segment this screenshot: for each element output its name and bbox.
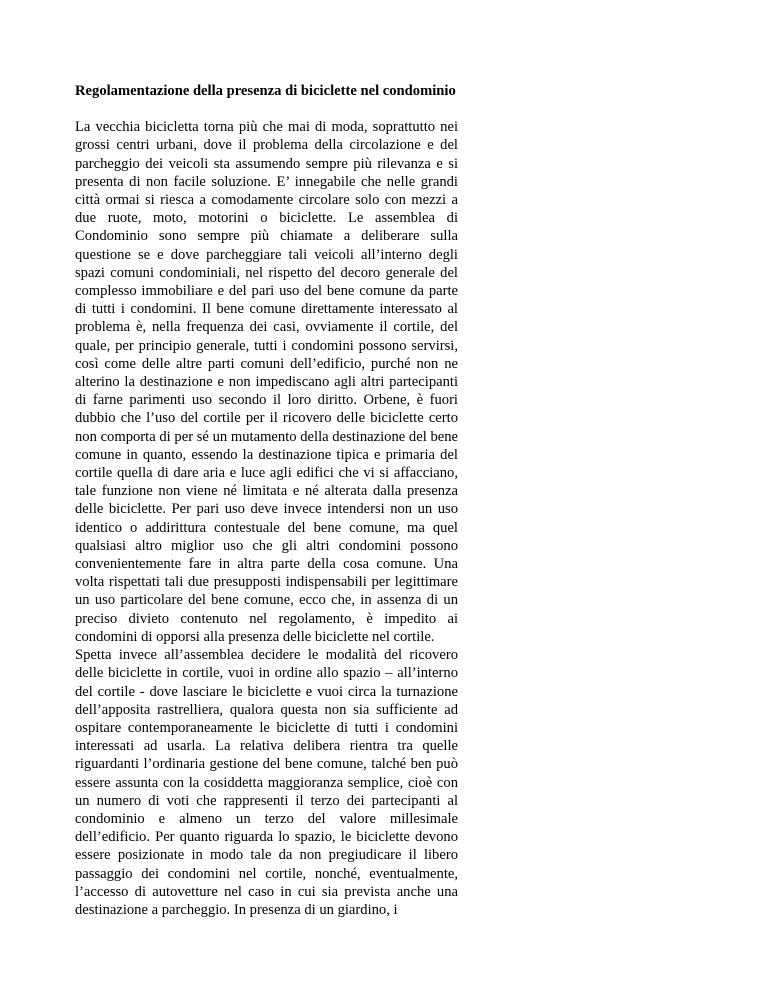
document-paragraph-2: Spetta invece all’assemblea decidere le modalità del ricovero delle biciclette in cortile, vuoi in ordine allo spazio – all’interno del cortile - dove lasciare le biciclette e vuoi circa la turnazione dell’apposita rastrelliera, qualora questa non sia sufficiente ad ospitare contemporaneamente le biciclette di tutti i condomini interessati ad usarla. La relativa delibera rientra tra quelle riguardanti l’ordinaria gestione del bene comune, talché ben può essere assunta con la cosiddetta maggioranza semplice, cioè con un numero di voti che rappresenti il terzo dei partecipanti al condominio e almeno un terzo del valore millesimale dell’edificio. Per quanto riguarda lo spazio, le biciclette devono essere posizionate in modo tale da non pregiudicare il libero passaggio dei condomini nel cortile, nonché, eventualmente, l’accesso di autovetture nel caso in cui sia prevista anche una destinazione a parcheggio. In presenza di un giardino, i	[75, 647, 458, 918]
document-paragraph-1: La vecchia bicicletta torna più che mai di moda, soprattutto nei grossi centri urbani, dove il problema della circolazione e del parcheggio dei veicoli sta assumendo sempre più rilevanza e si presenta di non facile soluzione. E’ innegabile che nelle grandi città ormai si riesca a comodamente circolare solo con mezzi a due ruote, moto, motorini o biciclette. Le assemblea di Condominio sono sempre più chiamate a deliberare sulla questione se e dove parcheggiare tali veicoli all’interno degli spazi comuni condominiali, nel rispetto del decoro generale del complesso immobiliare e del pari uso del bene comune da parte di tutti i condomini. Il bene comune direttamente interessato al problema è, nella frequenza dei casi, ovviamente il cortile, del quale, per principio generale, tutti i condomini possono servirsi, così come delle altre parti comuni dell’edificio, purché non ne alterino la destinazione e non impediscano agli altri partecipanti di farne parimenti uso secondo il loro diritto. Orbene, è fuori dubbio che l’uso del cortile per il ricovero delle biciclette certo non comporta di per sé un mutamento della destinazione del bene comune in quanto, essendo la destinazione tipica e primaria del cortile quella di dare aria e luce agli edifici che vi si affacciano, tale funzione non viene né limitata e né alterata dalla presenza delle biciclette. Per pari uso deve invece intendersi non un uso identico o addirittura contestuale del bene comune, ma quel qualsiasi altro miglior uso che gli altri condomini possono convenientemente fare in altra parte della cosa comune. Una volta rispettati tali due presupposti indispensabili per legittimare un uso particolare del bene comune, ecco che, in assenza di un preciso divieto contenuto nel regolamento, è impedito ai condomini di opporsi alla presenza delle biciclette nel cortile.	[75, 119, 458, 645]
document-title: Regolamentazione della presenza di biciclette nel condominio	[75, 83, 456, 99]
document-page	[75, 82, 458, 919]
